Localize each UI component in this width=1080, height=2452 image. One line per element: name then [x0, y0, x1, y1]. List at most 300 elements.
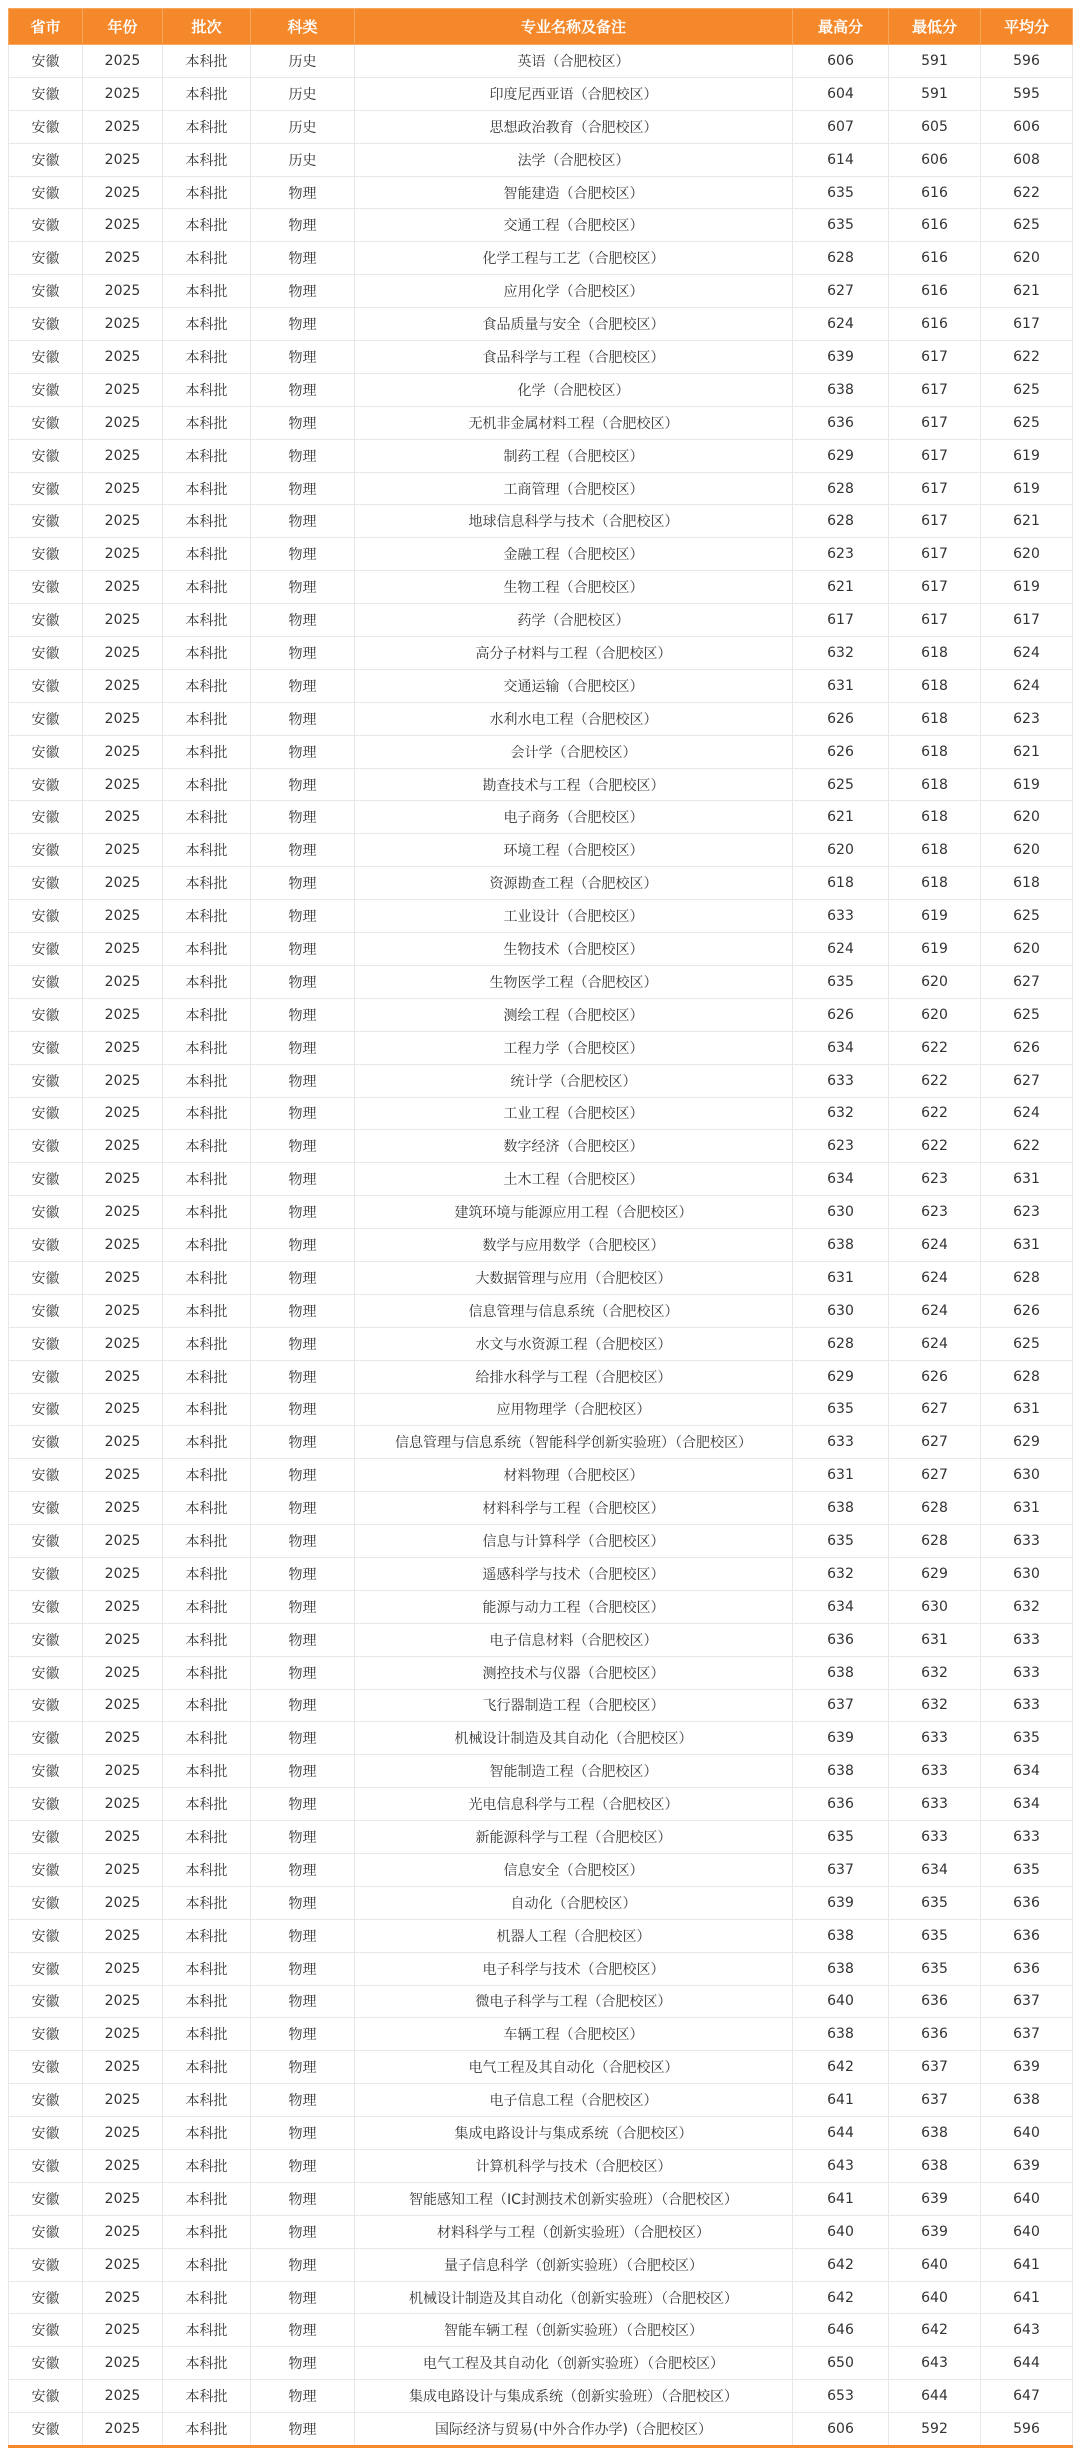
cell-min-score: 637 [889, 2084, 981, 2117]
cell-subject: 物理 [251, 1294, 355, 1327]
cell-min-score: 617 [889, 472, 981, 505]
cell-subject: 物理 [251, 1557, 355, 1590]
cell-batch: 本科批 [163, 1327, 251, 1360]
cell-year: 2025 [83, 1853, 163, 1886]
cell-major: 思想政治教育（合肥校区） [355, 110, 793, 143]
cell-province: 安徽 [9, 406, 83, 439]
cell-province: 安徽 [9, 2380, 83, 2413]
cell-batch: 本科批 [163, 900, 251, 933]
cell-province: 安徽 [9, 2084, 83, 2117]
cell-avg-score: 631 [981, 1163, 1073, 1196]
table-row [9, 2182, 1073, 2215]
cell-year: 2025 [83, 1294, 163, 1327]
cell-year: 2025 [83, 669, 163, 702]
table-row [9, 1656, 1073, 1689]
cell-batch: 本科批 [163, 472, 251, 505]
cell-max-score: 636 [793, 406, 889, 439]
cell-min-score: 632 [889, 1656, 981, 1689]
cell-major: 机械设计制造及其自动化（创新实验班）（合肥校区） [355, 2281, 793, 2314]
table-row [9, 1525, 1073, 1558]
cell-batch: 本科批 [163, 341, 251, 374]
cell-subject: 物理 [251, 2215, 355, 2248]
cell-max-score: 635 [793, 209, 889, 242]
cell-province: 安徽 [9, 242, 83, 275]
cell-max-score: 626 [793, 998, 889, 1031]
cell-avg-score: 606 [981, 110, 1073, 143]
cell-subject: 物理 [251, 2182, 355, 2215]
cell-subject: 物理 [251, 1327, 355, 1360]
cell-avg-score: 619 [981, 472, 1073, 505]
cell-subject: 物理 [251, 209, 355, 242]
cell-batch: 本科批 [163, 867, 251, 900]
cell-province: 安徽 [9, 110, 83, 143]
cell-province: 安徽 [9, 2248, 83, 2281]
cell-max-score: 631 [793, 1459, 889, 1492]
table-row [9, 900, 1073, 933]
cell-province: 安徽 [9, 1261, 83, 1294]
table-row [9, 1327, 1073, 1360]
cell-avg-score: 630 [981, 1459, 1073, 1492]
cell-subject: 物理 [251, 1426, 355, 1459]
cell-province: 安徽 [9, 1788, 83, 1821]
cell-province: 安徽 [9, 1919, 83, 1952]
cell-min-score: 627 [889, 1393, 981, 1426]
cell-year: 2025 [83, 2182, 163, 2215]
table-row [9, 2084, 1073, 2117]
cell-batch: 本科批 [163, 308, 251, 341]
cell-min-score: 618 [889, 735, 981, 768]
cell-province: 安徽 [9, 1459, 83, 1492]
cell-min-score: 627 [889, 1426, 981, 1459]
cell-province: 安徽 [9, 176, 83, 209]
table-row [9, 1229, 1073, 1262]
table-row [9, 1130, 1073, 1163]
cell-year: 2025 [83, 439, 163, 472]
cell-province: 安徽 [9, 1196, 83, 1229]
cell-min-score: 634 [889, 1853, 981, 1886]
cell-min-score: 632 [889, 1689, 981, 1722]
cell-min-score: 629 [889, 1557, 981, 1590]
cell-avg-score: 627 [981, 965, 1073, 998]
cell-year: 2025 [83, 1722, 163, 1755]
cell-major: 量子信息科学（创新实验班）（合肥校区） [355, 2248, 793, 2281]
table-row [9, 341, 1073, 374]
cell-avg-score: 623 [981, 1196, 1073, 1229]
cell-major: 车辆工程（合肥校区） [355, 2018, 793, 2051]
cell-avg-score: 625 [981, 373, 1073, 406]
cell-province: 安徽 [9, 801, 83, 834]
cell-subject: 物理 [251, 702, 355, 735]
cell-major: 制药工程（合肥校区） [355, 439, 793, 472]
cell-major: 电气工程及其自动化（创新实验班）（合肥校区） [355, 2347, 793, 2380]
cell-min-score: 605 [889, 110, 981, 143]
cell-min-score: 617 [889, 538, 981, 571]
cell-province: 安徽 [9, 900, 83, 933]
cell-year: 2025 [83, 275, 163, 308]
cell-batch: 本科批 [163, 406, 251, 439]
cell-avg-score: 620 [981, 801, 1073, 834]
cell-batch: 本科批 [163, 1360, 251, 1393]
cell-major: 环境工程（合肥校区） [355, 834, 793, 867]
cell-year: 2025 [83, 1985, 163, 2018]
cell-batch: 本科批 [163, 1919, 251, 1952]
cell-major: 大数据管理与应用（合肥校区） [355, 1261, 793, 1294]
cell-min-score: 633 [889, 1755, 981, 1788]
table-row [9, 1722, 1073, 1755]
cell-avg-score: 627 [981, 1064, 1073, 1097]
cell-max-score: 639 [793, 1722, 889, 1755]
cell-min-score: 624 [889, 1327, 981, 1360]
cell-province: 安徽 [9, 1294, 83, 1327]
cell-year: 2025 [83, 735, 163, 768]
cell-avg-score: 620 [981, 933, 1073, 966]
cell-max-score: 636 [793, 1623, 889, 1656]
cell-subject: 历史 [251, 143, 355, 176]
table-row [9, 77, 1073, 110]
cell-subject: 物理 [251, 1590, 355, 1623]
cell-max-score: 630 [793, 1196, 889, 1229]
cell-major: 飞行器制造工程（合肥校区） [355, 1689, 793, 1722]
cell-year: 2025 [83, 1525, 163, 1558]
table-row [9, 998, 1073, 1031]
table-row [9, 505, 1073, 538]
cell-max-score: 626 [793, 735, 889, 768]
cell-major: 数学与应用数学（合肥校区） [355, 1229, 793, 1262]
cell-avg-score: 620 [981, 242, 1073, 275]
cell-min-score: 624 [889, 1261, 981, 1294]
cell-province: 安徽 [9, 1656, 83, 1689]
cell-major: 材料科学与工程（创新实验班）（合肥校区） [355, 2215, 793, 2248]
cell-major: 电子商务（合肥校区） [355, 801, 793, 834]
cell-batch: 本科批 [163, 702, 251, 735]
cell-major: 光电信息科学与工程（合肥校区） [355, 1788, 793, 1821]
cell-subject: 物理 [251, 1064, 355, 1097]
cell-province: 安徽 [9, 834, 83, 867]
cell-batch: 本科批 [163, 1722, 251, 1755]
cell-batch: 本科批 [163, 45, 251, 78]
cell-avg-score: 631 [981, 1393, 1073, 1426]
cell-subject: 物理 [251, 2051, 355, 2084]
cell-min-score: 643 [889, 2347, 981, 2380]
cell-batch: 本科批 [163, 1064, 251, 1097]
table-row [9, 702, 1073, 735]
cell-year: 2025 [83, 1327, 163, 1360]
cell-major: 资源勘查工程（合肥校区） [355, 867, 793, 900]
table-row [9, 242, 1073, 275]
cell-max-score: 626 [793, 702, 889, 735]
table-row [9, 1294, 1073, 1327]
cell-major: 给排水科学与工程（合肥校区） [355, 1360, 793, 1393]
table-row [9, 275, 1073, 308]
cell-subject: 历史 [251, 77, 355, 110]
cell-avg-score: 617 [981, 604, 1073, 637]
cell-major: 数字经济（合肥校区） [355, 1130, 793, 1163]
cell-major: 地球信息科学与技术（合肥校区） [355, 505, 793, 538]
table-row [9, 1952, 1073, 1985]
cell-min-score: 628 [889, 1525, 981, 1558]
cell-subject: 物理 [251, 900, 355, 933]
cell-year: 2025 [83, 867, 163, 900]
cell-province: 安徽 [9, 1492, 83, 1525]
cell-province: 安徽 [9, 1853, 83, 1886]
table-row [9, 406, 1073, 439]
cell-min-score: 624 [889, 1229, 981, 1262]
cell-province: 安徽 [9, 2413, 83, 2447]
cell-max-score: 641 [793, 2182, 889, 2215]
cell-max-score: 641 [793, 2084, 889, 2117]
cell-major: 土木工程（合肥校区） [355, 1163, 793, 1196]
cell-max-score: 635 [793, 1525, 889, 1558]
cell-max-score: 635 [793, 1821, 889, 1854]
cell-avg-score: 637 [981, 1985, 1073, 2018]
cell-batch: 本科批 [163, 637, 251, 670]
cell-avg-score: 636 [981, 1952, 1073, 1985]
cell-max-score: 638 [793, 1229, 889, 1262]
cell-min-score: 618 [889, 801, 981, 834]
cell-year: 2025 [83, 472, 163, 505]
table-row [9, 1031, 1073, 1064]
cell-province: 安徽 [9, 867, 83, 900]
cell-major: 印度尼西亚语（合肥校区） [355, 77, 793, 110]
cell-min-score: 639 [889, 2215, 981, 2248]
cell-max-score: 634 [793, 1163, 889, 1196]
cell-avg-score: 634 [981, 1788, 1073, 1821]
cell-major: 信息安全（合肥校区） [355, 1853, 793, 1886]
cell-max-score: 632 [793, 637, 889, 670]
header-subject: 科类 [251, 9, 355, 45]
cell-year: 2025 [83, 45, 163, 78]
header-min-score: 最低分 [889, 9, 981, 45]
cell-province: 安徽 [9, 604, 83, 637]
cell-max-score: 644 [793, 2117, 889, 2150]
cell-major: 食品科学与工程（合肥校区） [355, 341, 793, 374]
cell-batch: 本科批 [163, 1196, 251, 1229]
cell-subject: 物理 [251, 571, 355, 604]
table-row [9, 2248, 1073, 2281]
cell-avg-score: 636 [981, 1919, 1073, 1952]
table-row [9, 1985, 1073, 2018]
cell-province: 安徽 [9, 2150, 83, 2183]
cell-batch: 本科批 [163, 2380, 251, 2413]
cell-min-score: 635 [889, 1919, 981, 1952]
cell-year: 2025 [83, 373, 163, 406]
cell-avg-score: 617 [981, 308, 1073, 341]
cell-major: 水文与水资源工程（合肥校区） [355, 1327, 793, 1360]
cell-year: 2025 [83, 2380, 163, 2413]
cell-batch: 本科批 [163, 505, 251, 538]
cell-major: 化学工程与工艺（合肥校区） [355, 242, 793, 275]
cell-province: 安徽 [9, 1327, 83, 1360]
table-row [9, 45, 1073, 78]
cell-province: 安徽 [9, 933, 83, 966]
cell-max-score: 634 [793, 1031, 889, 1064]
cell-avg-score: 596 [981, 2413, 1073, 2447]
cell-avg-score: 633 [981, 1821, 1073, 1854]
cell-avg-score: 633 [981, 1656, 1073, 1689]
cell-max-score: 623 [793, 538, 889, 571]
cell-subject: 物理 [251, 1459, 355, 1492]
cell-min-score: 591 [889, 77, 981, 110]
cell-province: 安徽 [9, 2182, 83, 2215]
cell-subject: 物理 [251, 1261, 355, 1294]
cell-year: 2025 [83, 242, 163, 275]
cell-batch: 本科批 [163, 2182, 251, 2215]
cell-batch: 本科批 [163, 2117, 251, 2150]
cell-min-score: 616 [889, 275, 981, 308]
cell-avg-score: 630 [981, 1557, 1073, 1590]
cell-avg-score: 641 [981, 2281, 1073, 2314]
table-row [9, 2413, 1073, 2447]
cell-year: 2025 [83, 1426, 163, 1459]
table-row [9, 538, 1073, 571]
cell-subject: 历史 [251, 45, 355, 78]
cell-subject: 物理 [251, 1821, 355, 1854]
cell-batch: 本科批 [163, 1492, 251, 1525]
cell-min-score: 617 [889, 505, 981, 538]
cell-subject: 物理 [251, 1853, 355, 1886]
cell-province: 安徽 [9, 637, 83, 670]
cell-major: 信息管理与信息系统（合肥校区） [355, 1294, 793, 1327]
cell-batch: 本科批 [163, 143, 251, 176]
cell-min-score: 638 [889, 2150, 981, 2183]
table-row [9, 308, 1073, 341]
cell-major: 自动化（合肥校区） [355, 1886, 793, 1919]
cell-min-score: 637 [889, 2051, 981, 2084]
cell-year: 2025 [83, 1130, 163, 1163]
cell-major: 工业工程（合肥校区） [355, 1097, 793, 1130]
cell-min-score: 622 [889, 1064, 981, 1097]
table-row [9, 1097, 1073, 1130]
cell-province: 安徽 [9, 45, 83, 78]
cell-subject: 物理 [251, 1163, 355, 1196]
cell-province: 安徽 [9, 998, 83, 1031]
cell-year: 2025 [83, 1755, 163, 1788]
header-major: 专业名称及备注 [355, 9, 793, 45]
table-row [9, 439, 1073, 472]
cell-max-score: 638 [793, 1919, 889, 1952]
cell-batch: 本科批 [163, 1886, 251, 1919]
table-row [9, 176, 1073, 209]
table-row [9, 2018, 1073, 2051]
cell-major: 无机非金属材料工程（合肥校区） [355, 406, 793, 439]
cell-subject: 物理 [251, 1097, 355, 1130]
cell-subject: 物理 [251, 505, 355, 538]
cell-subject: 物理 [251, 1492, 355, 1525]
cell-min-score: 619 [889, 933, 981, 966]
cell-province: 安徽 [9, 1557, 83, 1590]
cell-avg-score: 625 [981, 406, 1073, 439]
cell-min-score: 627 [889, 1459, 981, 1492]
cell-major: 金融工程（合肥校区） [355, 538, 793, 571]
cell-avg-score: 629 [981, 1426, 1073, 1459]
cell-major: 机器人工程（合肥校区） [355, 1919, 793, 1952]
cell-avg-score: 633 [981, 1689, 1073, 1722]
cell-major: 建筑环境与能源应用工程（合肥校区） [355, 1196, 793, 1229]
header-max-score: 最高分 [793, 9, 889, 45]
cell-province: 安徽 [9, 1031, 83, 1064]
table-row [9, 1426, 1073, 1459]
cell-avg-score: 643 [981, 2314, 1073, 2347]
cell-year: 2025 [83, 1557, 163, 1590]
cell-province: 安徽 [9, 308, 83, 341]
cell-min-score: 617 [889, 439, 981, 472]
cell-subject: 物理 [251, 801, 355, 834]
table-row [9, 2150, 1073, 2183]
cell-province: 安徽 [9, 571, 83, 604]
table-row [9, 801, 1073, 834]
cell-subject: 物理 [251, 406, 355, 439]
cell-year: 2025 [83, 1097, 163, 1130]
cell-batch: 本科批 [163, 1097, 251, 1130]
cell-province: 安徽 [9, 1590, 83, 1623]
cell-max-score: 642 [793, 2248, 889, 2281]
table-row [9, 2215, 1073, 2248]
cell-min-score: 617 [889, 341, 981, 374]
cell-major: 水利水电工程（合肥校区） [355, 702, 793, 735]
cell-min-score: 640 [889, 2281, 981, 2314]
cell-year: 2025 [83, 637, 163, 670]
cell-max-score: 637 [793, 1689, 889, 1722]
cell-year: 2025 [83, 2150, 163, 2183]
cell-year: 2025 [83, 1689, 163, 1722]
cell-batch: 本科批 [163, 275, 251, 308]
cell-min-score: 617 [889, 571, 981, 604]
cell-major: 交通工程（合肥校区） [355, 209, 793, 242]
cell-year: 2025 [83, 1064, 163, 1097]
cell-max-score: 639 [793, 1886, 889, 1919]
cell-year: 2025 [83, 1360, 163, 1393]
cell-batch: 本科批 [163, 2150, 251, 2183]
cell-min-score: 616 [889, 308, 981, 341]
cell-batch: 本科批 [163, 77, 251, 110]
cell-max-score: 638 [793, 2018, 889, 2051]
cell-province: 安徽 [9, 1229, 83, 1262]
cell-batch: 本科批 [163, 1426, 251, 1459]
cell-subject: 物理 [251, 1196, 355, 1229]
cell-subject: 物理 [251, 1525, 355, 1558]
cell-major: 智能建造（合肥校区） [355, 176, 793, 209]
cell-avg-score: 619 [981, 768, 1073, 801]
cell-min-score: 630 [889, 1590, 981, 1623]
cell-subject: 物理 [251, 1919, 355, 1952]
cell-subject: 物理 [251, 965, 355, 998]
cell-province: 安徽 [9, 439, 83, 472]
cell-max-score: 614 [793, 143, 889, 176]
cell-max-score: 643 [793, 2150, 889, 2183]
table-row [9, 1196, 1073, 1229]
cell-max-score: 630 [793, 1294, 889, 1327]
cell-max-score: 632 [793, 1557, 889, 1590]
cell-avg-score: 641 [981, 2248, 1073, 2281]
cell-max-score: 624 [793, 308, 889, 341]
cell-major: 信息管理与信息系统（智能科学创新实验班）（合肥校区） [355, 1426, 793, 1459]
cell-max-score: 607 [793, 110, 889, 143]
cell-batch: 本科批 [163, 176, 251, 209]
cell-avg-score: 608 [981, 143, 1073, 176]
cell-subject: 物理 [251, 439, 355, 472]
cell-subject: 物理 [251, 1229, 355, 1262]
cell-major: 工程力学（合肥校区） [355, 1031, 793, 1064]
cell-subject: 物理 [251, 2150, 355, 2183]
cell-subject: 物理 [251, 242, 355, 275]
table-row [9, 1788, 1073, 1821]
cell-batch: 本科批 [163, 2281, 251, 2314]
cell-province: 安徽 [9, 505, 83, 538]
cell-subject: 物理 [251, 2347, 355, 2380]
header-year: 年份 [83, 9, 163, 45]
cell-avg-score: 631 [981, 1229, 1073, 1262]
cell-year: 2025 [83, 768, 163, 801]
